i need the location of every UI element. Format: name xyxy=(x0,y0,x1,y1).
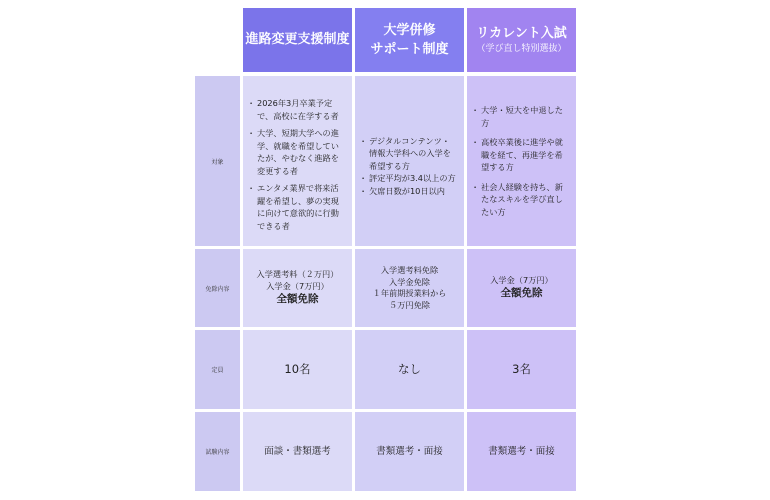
capacity-col2-cell: なし xyxy=(355,330,464,409)
target-col3-item: ・ 社会人経験を持ち、新たなスキルを学び直したい方 xyxy=(472,181,570,219)
target-col2-cell xyxy=(355,76,464,246)
header-col3-title: リカレント入試 xyxy=(476,26,567,42)
header-progress-change-support xyxy=(243,8,352,72)
row-label-target: 対象 xyxy=(195,76,240,246)
target-col3-item: ・ 高校卒業後に進学や就職を経て、再進学を希望する方 xyxy=(472,136,570,174)
target-col3-cell xyxy=(467,76,576,246)
exemption-col1-line: 入学金（7万円） xyxy=(266,280,329,291)
exemption-col2-cell xyxy=(355,249,464,327)
exam-col2-cell: 書類選考・面接 xyxy=(355,412,464,491)
target-col3-item: ・ 大学・短大を中退した方 xyxy=(472,104,570,129)
exemption-col3-line: 入学金（7万円） xyxy=(490,274,553,285)
exam-col1-cell: 面談・書類選考 xyxy=(243,412,352,491)
target-col2-item: ・ デジタルコンテンツ・情報大学科への入学を希望する方 xyxy=(360,135,458,173)
exemption-col2-line: 入学選考料免除 xyxy=(380,265,439,275)
header-col2-title-line2: サポート制度 xyxy=(370,42,449,57)
target-col2-item: ・ 評定平均が3.4以上の方 xyxy=(360,172,458,185)
row-label-capacity: 定員 xyxy=(195,330,240,409)
target-col1-item: ・ 大学、短期大学への進学、就職を希望していたが、やむなく進路を変更する者 xyxy=(248,127,346,177)
exam-col3-cell: 書類選考・面接 xyxy=(467,412,576,491)
capacity-col3-cell: 3名 xyxy=(467,330,576,409)
exemption-col2-line: 入学金免除 xyxy=(389,276,430,287)
target-col1-item: ・ エンタメ業界で将来活躍を希望し、夢の実現に向けて意欲的に行動できる者 xyxy=(248,182,346,232)
target-col2-item: ・ 欠席日数が10日以内 xyxy=(360,185,458,198)
header-col1-title: 進路変更支援制度 xyxy=(245,32,350,48)
target-col1-cell xyxy=(243,76,352,246)
row-label-exam: 試験内容 xyxy=(195,412,240,491)
capacity-col1-cell: 10名 xyxy=(243,330,352,409)
exemption-col1-line: 入学選考料（２万円） xyxy=(256,269,339,279)
exemption-col3-full-waiver: 全額免除 xyxy=(500,287,543,300)
header-university-dual-support xyxy=(355,8,464,72)
exemption-col1-cell xyxy=(243,249,352,327)
header-col2-title-line1: 大学併修 xyxy=(383,22,436,38)
row-label-exemption: 免除内容 xyxy=(195,249,240,327)
header-recurrent-admission xyxy=(467,8,576,72)
header-col3-subtitle: （学び直し特別選抜） xyxy=(476,43,567,54)
exemption-col2-line: １年前期授業料から xyxy=(372,288,447,298)
exemption-col3-cell xyxy=(467,249,576,327)
target-col1-item: ・ 2026年3月卒業予定で、高校に在学する者 xyxy=(248,97,346,122)
exemption-col2-line: ５万円免除 xyxy=(389,299,430,310)
exemption-col1-full-waiver: 全額免除 xyxy=(276,293,319,305)
